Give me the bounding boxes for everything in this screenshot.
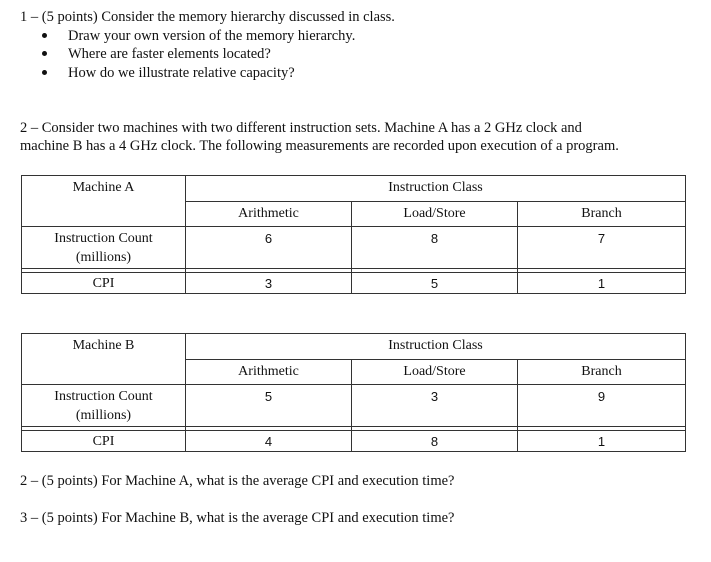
- ic-label-line1: Instruction Count: [54, 231, 153, 246]
- col-label: Arithmetic: [238, 205, 299, 221]
- cpi-value: 3: [264, 276, 273, 291]
- col-label: Branch: [581, 205, 622, 221]
- ic-value: 6: [264, 231, 273, 246]
- machine-a-table: [21, 175, 686, 294]
- instruction-class-header-cell: [186, 334, 686, 360]
- machine-b-table: [21, 333, 686, 452]
- ic-value: 8: [430, 231, 439, 246]
- ic-value: 5: [264, 389, 273, 404]
- ic-value: 9: [597, 389, 606, 404]
- instruction-class-header: Instruction Class: [388, 180, 483, 195]
- q1-bullet-1: [42, 28, 355, 45]
- cpi-label-cell: [22, 431, 186, 452]
- ic-value-cell: [518, 385, 686, 427]
- instruction-class-header-cell: [186, 176, 686, 202]
- ic-label-line1: Instruction Count: [54, 389, 153, 404]
- instruction-class-header: Instruction Class: [388, 338, 483, 353]
- cpi-value-cell: [186, 431, 352, 452]
- q1-bullet-text: How do we illustrate relative capacity?: [68, 65, 295, 81]
- cpi-value-cell: [186, 273, 352, 294]
- q2-intro-line2: machine B has a 4 GHz clock. The following measurements are recorded upon execution of a program.: [20, 138, 619, 154]
- cpi-value-cell: [352, 273, 518, 294]
- ic-label-cell: [22, 385, 186, 427]
- machine-a-name-cell: [22, 176, 186, 227]
- machine-b-name: Machine B: [72, 338, 135, 353]
- col-label: Arithmetic: [238, 363, 299, 379]
- cpi-label-cell: [22, 273, 186, 294]
- machine-a-name: Machine A: [72, 180, 135, 195]
- bullet-icon: [42, 51, 47, 56]
- ic-label-line2: (millions): [75, 250, 132, 265]
- ic-value-cell: [186, 227, 352, 269]
- q1-bullet-text: Draw your own version of the memory hierarchy.: [68, 28, 356, 44]
- q2b-text: 2 – (5 points) For Machine A, what is the average CPI and execution time?: [20, 473, 455, 489]
- q3-text: 3 – (5 points) For Machine B, what is the average CPI and execution time?: [20, 510, 455, 526]
- cpi-value: 1: [597, 434, 606, 449]
- bullet-icon: [42, 70, 47, 75]
- col-load-store: [352, 201, 518, 227]
- cpi-value-cell: [518, 273, 686, 294]
- cpi-value-cell: [352, 431, 518, 452]
- cpi-label: CPI: [92, 434, 115, 449]
- col-label: Load/Store: [403, 205, 466, 221]
- q1-bullet-2: [42, 46, 271, 63]
- cpi-label: CPI: [92, 276, 115, 291]
- ic-value-cell: [186, 385, 352, 427]
- ic-value-cell: [518, 227, 686, 269]
- cpi-value: 1: [597, 276, 606, 291]
- cpi-value: 5: [430, 276, 439, 291]
- ic-value: 3: [430, 389, 439, 404]
- col-label: Load/Store: [403, 363, 466, 379]
- col-branch: [518, 201, 686, 227]
- machine-b-name-cell: [22, 334, 186, 385]
- ic-value-cell: [352, 385, 518, 427]
- bullet-icon: [42, 33, 47, 38]
- col-label: Branch: [581, 363, 622, 379]
- q1-title: 1 – (5 points) Consider the memory hierarchy discussed in class.: [20, 9, 395, 25]
- q1-bullet-text: Where are faster elements located?: [68, 46, 271, 62]
- col-branch: [518, 359, 686, 385]
- col-arithmetic: [186, 201, 352, 227]
- q2-intro-line1: 2 – Consider two machines with two different instruction sets. Machine A has a 2 GHz clock and: [20, 120, 582, 136]
- cpi-value: 4: [264, 434, 273, 449]
- cpi-value: 8: [430, 434, 439, 449]
- ic-value-cell: [352, 227, 518, 269]
- col-load-store: [352, 359, 518, 385]
- col-arithmetic: [186, 359, 352, 385]
- cpi-value-cell: [518, 431, 686, 452]
- ic-label-line2: (millions): [75, 408, 132, 423]
- ic-label-cell: [22, 227, 186, 269]
- q1-bullet-3: [42, 65, 295, 82]
- ic-value: 7: [597, 231, 606, 246]
